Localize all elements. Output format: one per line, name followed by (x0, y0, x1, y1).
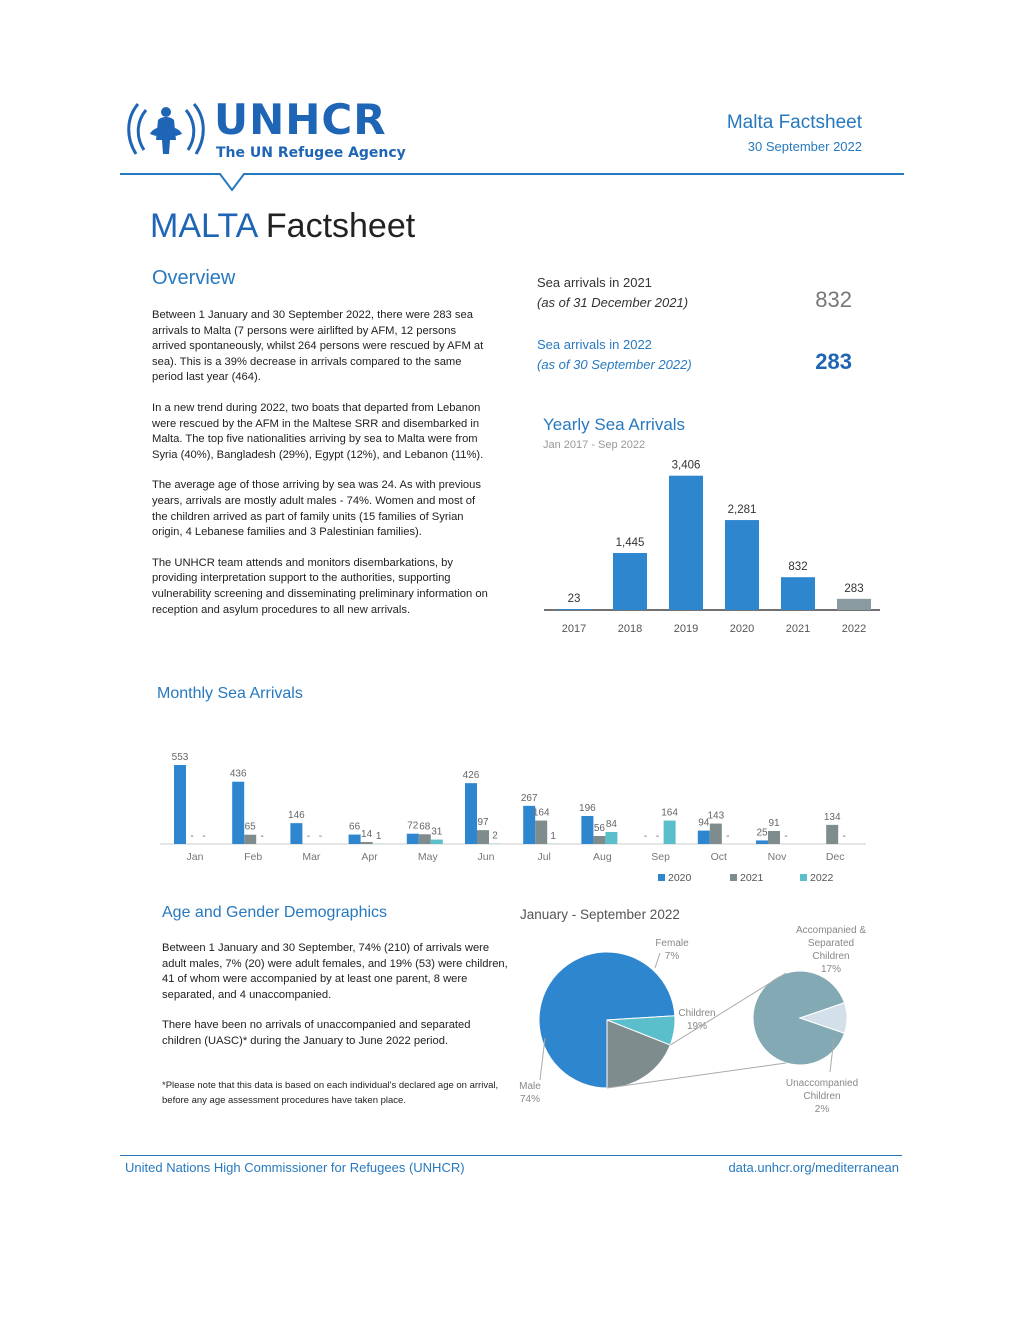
overview-paragraph: The average age of those arriving by sea was 24. As with previous years, arrivals are mostly adult males - 74%. Women and most of the children arrived as part of family units (15 families of Syrian origin, 4 Lebanese families and 3 Palestinian families). (152, 479, 481, 539)
monthly-data-label: 164 (661, 807, 678, 819)
footer-left: United Nations High Commissioner for Refugees (UNHCR) (125, 1160, 465, 1175)
monthly-data-label: 84 (605, 819, 617, 830)
yearly-tick-label: 2018 (617, 623, 643, 635)
yearly-data-label: 2,281 (727, 504, 757, 517)
monthly-tick-label: Apr (361, 851, 378, 863)
stat-2022-sub: (as of 30 September 2022) (537, 357, 692, 372)
age-gender-text (162, 941, 512, 1065)
unhcr-logo (124, 96, 424, 166)
age-footnote: *Please note that this data is based on each individual's declared age on arrival, before any age assessment procedures have taken place. (162, 1080, 499, 1106)
monthly-data-label: 1 (375, 830, 382, 842)
monthly-bar (535, 821, 547, 844)
monthly-data-label: - (202, 831, 206, 842)
monthly-tick-label: Jun (477, 851, 495, 863)
age-gender-paragraph: There have been no arrivals of unaccompanied and separated children (UASC)* during the January to June 2022 period. (162, 1019, 471, 1047)
monthly-tick-label: Sep (651, 851, 670, 863)
monthly-bar (244, 835, 256, 844)
monthly-bar (710, 824, 722, 844)
age-gender-paragraph: Between 1 January and 30 September, 74% (210) of arrivals were adult males, 7% (20) were adult females, and 19% (53) were children, 41 of whom were accompanied by at least one parent, 8 were separated, and 4 unaccompanied. (162, 942, 508, 1001)
yearly-bar (725, 520, 759, 610)
yearly-bar (557, 609, 591, 610)
unhcr-emblem-icon (124, 96, 208, 162)
footer-link[interactable]: data.unhcr.org/mediterranean (728, 1160, 899, 1175)
monthly-data-label: 267 (520, 792, 538, 804)
header-title: Malta Factsheet (726, 112, 862, 133)
overview-heading: Overview (152, 267, 236, 289)
monthly-tick-label: Nov (767, 851, 787, 863)
monthly-bar (232, 782, 244, 844)
overview-paragraph: Between 1 January and 30 September 2022, there were 283 sea arrivals to Malta (7 persons were airlifted by AFM, 12 persons arrived spontaneously, whilst 264 persons were rescued by AFM at sea). This is a 39% decrease in arrivals compared to the same period last year (464). (152, 309, 484, 384)
overview-text (152, 308, 490, 633)
monthly-data-label: - (726, 831, 730, 842)
monthly-legend-label: 2021 (740, 872, 764, 884)
monthly-legend-swatch (730, 874, 737, 881)
monthly-bar (593, 836, 605, 844)
stat-2021-value: 832 (815, 287, 852, 312)
monthly-data-label: 143 (707, 810, 725, 822)
yearly-tick-label: 2021 (785, 623, 811, 635)
monthly-bar (768, 831, 780, 844)
monthly-bar (174, 765, 186, 844)
leader-line (540, 1038, 545, 1080)
yearly-chart-title: Yearly Sea Arrivals (543, 415, 686, 434)
monthly-bar (605, 832, 617, 844)
monthly-data-label: 31 (431, 826, 443, 838)
monthly-data-label: - (306, 831, 311, 842)
monthly-data-label: 164 (532, 807, 550, 819)
monthly-tick-label: May (417, 851, 438, 863)
footer-rule (120, 1155, 902, 1156)
monthly-bar (290, 823, 302, 844)
pie-label-male: Male 74% (519, 1081, 541, 1105)
pie-label-children: Children 19% (678, 1008, 716, 1032)
overview-paragraph: The UNHCR team attends and monitors disembarkations, by providing interpretation support to the authorities, supporting vulnerability screening and disseminating preliminary information on reception and asylum procedures to all new arrivals. (152, 556, 488, 616)
monthly-data-label: 56 (593, 823, 605, 834)
monthly-data-label: - (190, 831, 194, 842)
age-gender-heading: Age and Gender Demographics (162, 904, 388, 921)
yearly-bar (837, 599, 871, 610)
monthly-data-label: - (842, 831, 846, 842)
stat-2022-label: Sea arrivals in 2022 (537, 337, 652, 352)
header-date: 30 September 2022 (747, 139, 862, 154)
monthly-bar (581, 816, 593, 844)
monthly-data-label: - (655, 831, 660, 842)
monthly-bar (664, 821, 676, 844)
monthly-bar (826, 825, 838, 844)
pie-chart-title: January - September 2022 (520, 907, 680, 922)
monthly-legend-swatch (800, 874, 807, 881)
page-title (150, 206, 415, 246)
monthly-tick-label: Aug (593, 851, 612, 863)
monthly-bar (698, 831, 710, 844)
monthly-tick-label: Oct (710, 851, 727, 863)
logo-tagline: The UN Refugee Agency (216, 145, 406, 161)
monthly-tick-label: Dec (825, 851, 845, 863)
monthly-data-label: 436 (229, 768, 247, 780)
monthly-data-label: 91 (768, 818, 780, 829)
monthly-chart-title: Monthly Sea Arrivals (157, 685, 303, 702)
monthly-data-label: 134 (823, 811, 841, 823)
yearly-bar (781, 577, 815, 610)
stat-2022-value: 283 (815, 349, 852, 374)
monthly-bar (419, 834, 431, 844)
monthly-data-label: 97 (477, 817, 489, 829)
monthly-data-label: - (784, 831, 788, 842)
monthly-bar (465, 783, 477, 844)
monthly-data-label: 14 (361, 829, 373, 840)
monthly-legend-label: 2022 (810, 872, 834, 884)
yearly-bar (613, 553, 647, 610)
yearly-tick-label: 2019 (673, 623, 699, 635)
yearly-data-label: 3,406 (671, 459, 701, 472)
yearly-data-label: 832 (788, 561, 808, 574)
yearly-bar (669, 476, 703, 610)
stat-2021-label: Sea arrivals in 2021 (537, 275, 652, 290)
pie-label-female: Female 7% (655, 938, 689, 962)
page-title-rest: Factsheet (265, 207, 416, 245)
overview-paragraph: In a new trend during 2022, two boats that departed from Lebanon were rescued by the AFM in the Maltese SRR and disembarked in Malta. The top five nationalities arriving by sea to Malta were from Syria (40%), Bangladesh (29%), Egypt (12%), and Lebanon (11%). (152, 401, 484, 461)
pie-chart (512, 920, 892, 1125)
monthly-data-label: 1 (550, 830, 556, 842)
monthly-data-label: 68 (419, 821, 431, 833)
yearly-tick-label: 2020 (729, 623, 755, 635)
monthly-data-label: 65 (244, 821, 256, 833)
leader-line (655, 953, 660, 968)
monthly-bar (756, 840, 768, 844)
monthly-bar (349, 835, 361, 844)
monthly-legend-swatch (658, 874, 665, 881)
yearly-data-label: 283 (844, 582, 864, 595)
monthly-tick-label: Feb (244, 851, 263, 863)
monthly-data-label: 2 (492, 830, 498, 842)
yearly-chart-subtitle: Jan 2017 - Sep 2022 (543, 439, 646, 451)
breakout-label-accompanied: Accompanied & Separated Children 17% (795, 925, 867, 975)
monthly-legend-label: 2020 (668, 872, 692, 884)
yearly-tick-label: 2022 (841, 623, 867, 635)
monthly-data-label: 66 (349, 821, 361, 833)
monthly-bar (361, 842, 373, 844)
yearly-chart (540, 450, 890, 645)
monthly-data-label: - (318, 831, 323, 842)
monthly-bar (407, 834, 419, 844)
monthly-tick-label: Jul (537, 851, 551, 863)
monthly-data-label: 196 (579, 803, 596, 814)
monthly-bar (477, 830, 489, 844)
yearly-data-label: 1,445 (615, 537, 645, 550)
monthly-data-label: 72 (407, 820, 419, 832)
monthly-data-label: - (643, 831, 648, 842)
monthly-bar (431, 840, 443, 844)
monthly-data-label: 553 (171, 752, 189, 763)
monthly-data-label: 426 (462, 770, 480, 782)
yearly-data-label: 23 (567, 593, 581, 606)
monthly-data-label: - (260, 831, 264, 842)
header-rule (120, 170, 904, 198)
monthly-data-label: 94 (698, 817, 710, 829)
logo-wordmark: UNHCR (214, 95, 387, 144)
page-title-country: MALTA (150, 207, 257, 245)
monthly-tick-label: Mar (302, 851, 321, 863)
monthly-chart (140, 740, 880, 890)
monthly-tick-label: Jan (186, 851, 204, 863)
stat-2021-sub: (as of 31 December 2021) (537, 295, 689, 310)
yearly-tick-label: 2017 (561, 623, 587, 635)
breakout-label-unaccompanied: Unaccompanied Children 2% (785, 1078, 859, 1115)
monthly-data-label: 25 (756, 827, 768, 839)
monthly-data-label: 146 (288, 810, 305, 822)
